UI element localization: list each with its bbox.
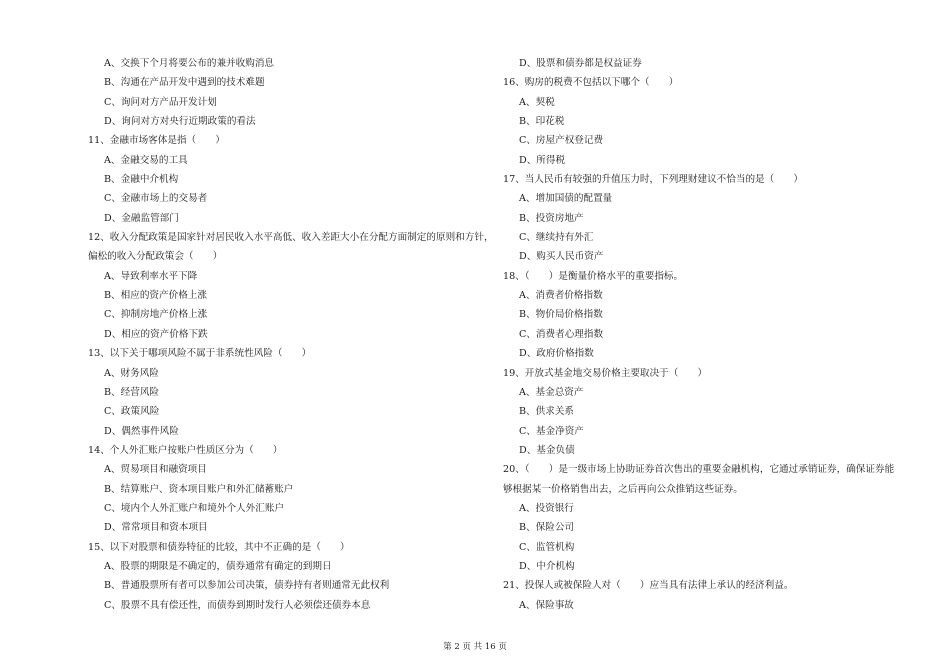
answer-option: C、监管机构 xyxy=(519,541,575,553)
answer-option: C、房屋产权登记费 xyxy=(519,135,604,147)
question-text: 20、（ ）是一级市场上协助证券首次售出的重要金融机构，它通过承销证券，确保证券能 xyxy=(503,464,895,476)
answer-option: A、财务风险 xyxy=(104,367,159,379)
answer-option: C、金融市场上的交易者 xyxy=(104,193,208,205)
answer-option: D、股票和债券都是权益证券 xyxy=(519,58,642,69)
answer-option: B、物价局价格指数 xyxy=(519,309,603,321)
answer-option: C、询问对方产品开发计划 xyxy=(104,96,217,108)
answer-option: C、股票不具有偿还性，而债券到期时发行人必须偿还债券本息 xyxy=(104,599,371,611)
answer-option: C、境内个人外汇账户和境外个人外汇账户 xyxy=(104,502,285,514)
answer-option: A、保险事故 xyxy=(519,599,574,611)
question-text: 17、当人民币有较强的升值压力时，下列理财建议不恰当的是（ ） xyxy=(503,174,804,186)
answer-option: D、购买人民币资产 xyxy=(519,251,604,263)
answer-option: B、金融中介机构 xyxy=(104,174,179,186)
answer-option: D、金融监管部门 xyxy=(104,212,179,224)
answer-option: B、普通股票所有者可以参加公司决策，债券持有者则通常无此权利 xyxy=(104,580,390,592)
answer-option: D、政府价格指数 xyxy=(519,348,594,360)
answer-option: C、政策风险 xyxy=(104,406,160,418)
answer-option: C、消费者心理指数 xyxy=(519,328,604,340)
answer-option: D、相应的资产价格下跌 xyxy=(104,328,208,340)
question-text: 够根据某一价格销售出去，之后再向公众推销这些证券。 xyxy=(503,483,743,495)
answer-option: A、导致利率水平下降 xyxy=(104,270,198,282)
answer-option: B、结算账户、资本项目账户和外汇储蓄账户 xyxy=(104,483,294,495)
answer-option: C、基金净资产 xyxy=(519,425,584,437)
answer-option: A、增加国债的配置量 xyxy=(519,193,613,205)
answer-option: B、沟通在产品开发中遇到的技术难题 xyxy=(104,77,265,89)
answer-option: B、投资房地产 xyxy=(519,212,584,224)
answer-option: A、股票的期限是不确定的，债券通常有确定的到期日 xyxy=(104,560,332,572)
question-text: 16、购房的税费不包括以下哪个（ ） xyxy=(503,77,679,89)
answer-option: A、基金总资产 xyxy=(519,386,584,398)
question-text: 12、收入分配政策是国家针对居民收入水平高低、收入差距大小在分配方面制定的原则和方针， xyxy=(88,232,494,244)
answer-option: D、所得税 xyxy=(519,154,566,166)
answer-option: D、常常项目和资本项目 xyxy=(104,522,208,534)
answer-option: A、消费者价格指数 xyxy=(519,290,603,302)
answer-option: D、基金负债 xyxy=(519,444,575,456)
answer-option: A、契税 xyxy=(519,96,555,108)
right-column xyxy=(503,54,913,615)
answer-option: D、偶然事件风险 xyxy=(104,425,179,437)
left-column xyxy=(88,54,498,615)
answer-option: D、询问对方对央行近期政策的看法 xyxy=(104,116,256,128)
question-text: 18、（ ）是衡量价格水平的重要指标。 xyxy=(503,270,684,282)
question-text: 21、投保人或被保险人对（ ）应当具有法律上承认的经济利益。 xyxy=(503,580,794,592)
answer-option: B、经营风险 xyxy=(104,386,160,398)
page-number: 第 2 页 共 16 页 xyxy=(443,642,507,652)
answer-option: B、相应的资产价格上涨 xyxy=(104,290,207,302)
answer-option: B、保险公司 xyxy=(519,522,575,534)
question-text: 19、开放式基金地交易价格主要取决于（ ） xyxy=(503,367,708,379)
answer-option: C、抑制房地产价格上涨 xyxy=(104,309,208,321)
question-text: 13、以下关于哪项风险不属于非系统性风险（ ） xyxy=(88,348,312,360)
question-text: 偏松的收入分配政策会（ ） xyxy=(88,251,223,263)
question-text: 15、以下对股票和债券特征的比较，其中不正确的是（ ） xyxy=(88,541,350,553)
answer-option: A、交换下个月将要公布的兼并收购消息 xyxy=(104,58,275,69)
answer-option: B、供求关系 xyxy=(519,406,575,418)
question-text: 11、金融市场客体是指（ ） xyxy=(88,135,225,147)
answer-option: B、印花税 xyxy=(519,116,565,128)
answer-option: A、贸易项目和融资项目 xyxy=(104,464,207,476)
answer-option: D、中介机构 xyxy=(519,560,575,572)
question-text: 14、个人外汇账户按账户性质区分为（ ） xyxy=(88,444,283,456)
answer-option: A、投资银行 xyxy=(519,502,574,514)
answer-option: A、金融交易的工具 xyxy=(104,154,188,166)
answer-option: C、继续持有外汇 xyxy=(519,232,594,244)
